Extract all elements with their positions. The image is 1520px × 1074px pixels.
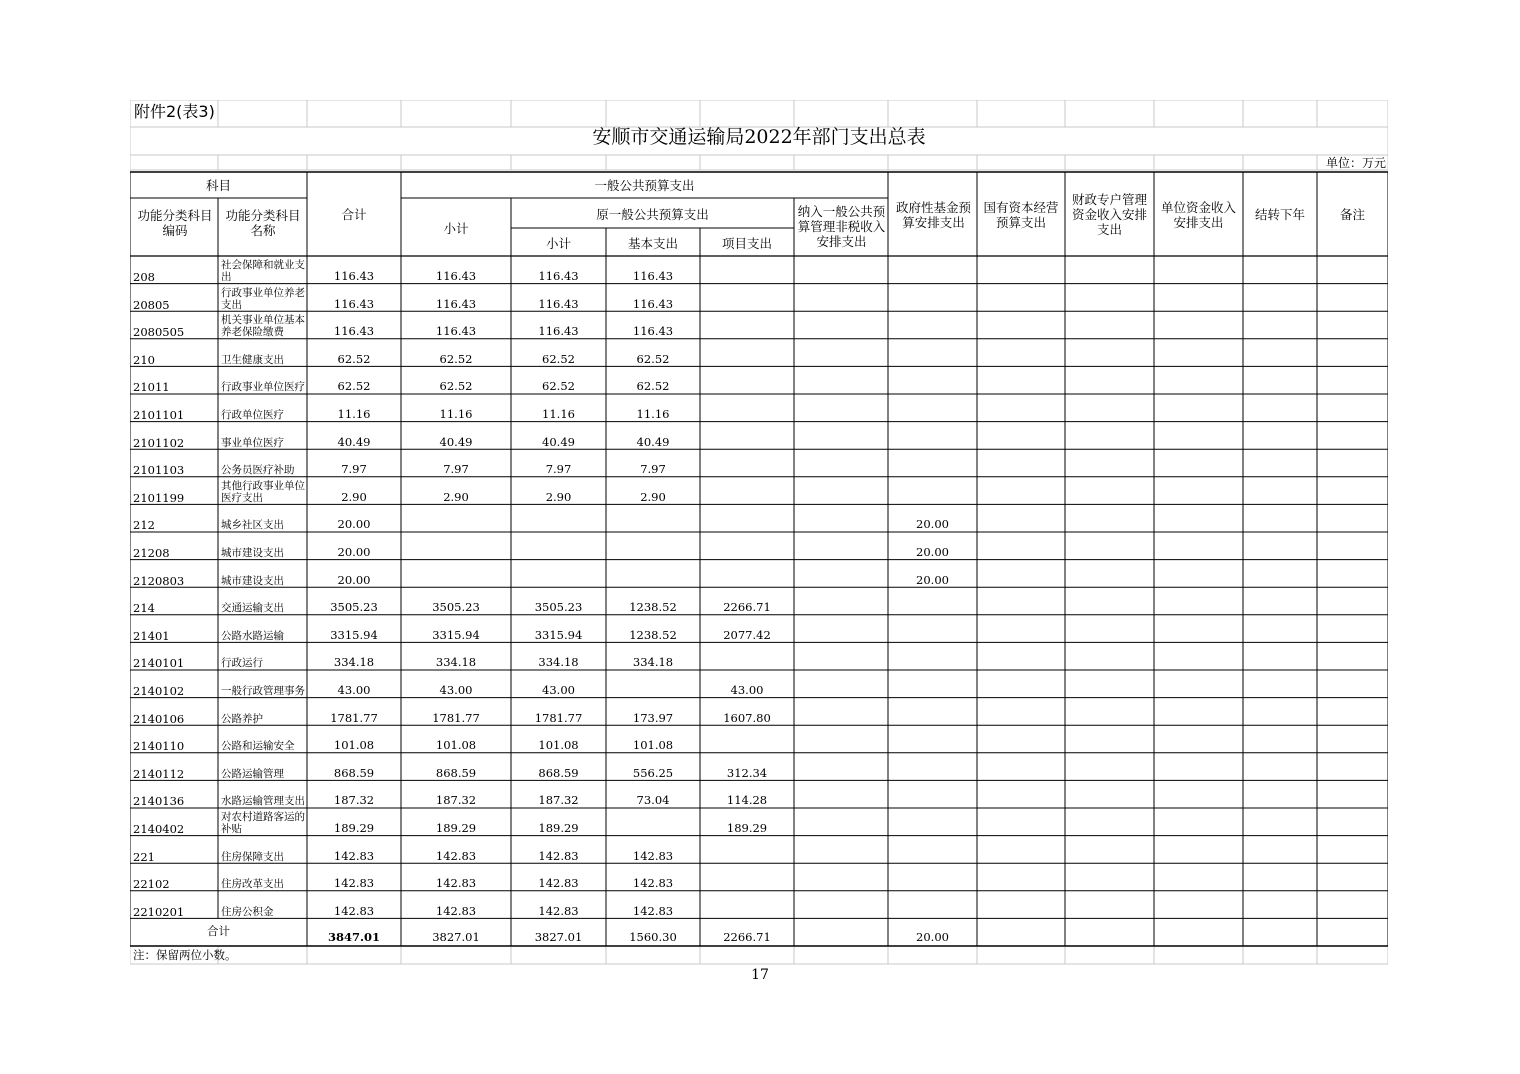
row-project: 114.28 bbox=[726, 793, 768, 808]
header-total: 合计 bbox=[341, 207, 367, 222]
row-total: 101.08 bbox=[333, 738, 375, 753]
row-gsub: 116.43 bbox=[435, 296, 477, 311]
row-osub: 7.97 bbox=[545, 462, 572, 477]
row-basic: 7.97 bbox=[640, 462, 666, 477]
row-name: 其他行政事业单位医疗支出 bbox=[221, 479, 305, 504]
row-total: 20.00 bbox=[337, 572, 371, 587]
row-basic: 142.83 bbox=[632, 903, 674, 918]
row-total: 62.52 bbox=[337, 379, 371, 394]
row-osub: 116.43 bbox=[538, 324, 579, 339]
header-code: 功能分类科目编码 bbox=[137, 208, 213, 238]
row-code: 2140402 bbox=[133, 822, 185, 836]
row-total: 142.83 bbox=[333, 848, 375, 863]
row-gsub: 187.32 bbox=[435, 793, 477, 808]
row-name: 卫生健康支出 bbox=[221, 353, 284, 366]
row-gsub: 7.97 bbox=[443, 462, 469, 477]
row-osub: 62.52 bbox=[542, 351, 575, 366]
header-name: 功能分类科目名称 bbox=[225, 208, 301, 238]
row-gsub: 142.83 bbox=[435, 903, 477, 918]
row-name: 行政单位医疗 bbox=[221, 409, 284, 421]
row-osub: 43.00 bbox=[542, 683, 575, 697]
row-code: 20805 bbox=[133, 297, 170, 312]
row-osub: 142.83 bbox=[538, 903, 579, 918]
row-project: 2077.42 bbox=[723, 627, 771, 642]
row-osub: 116.43 bbox=[538, 269, 579, 283]
row-name: 对农村道路客运的补贴 bbox=[221, 811, 305, 835]
row-project: 189.29 bbox=[726, 821, 768, 835]
row-name: 城市建设支出 bbox=[221, 547, 284, 559]
row-total: 20.00 bbox=[337, 545, 371, 559]
row-gsub: 116.43 bbox=[435, 324, 477, 339]
header-nontax: 纳入一般公共预算管理非税收入安排支出 bbox=[797, 204, 886, 249]
row-gov: 20.00 bbox=[916, 517, 949, 532]
row-osub: 101.08 bbox=[538, 738, 579, 753]
row-name: 行政事业单位医疗 bbox=[221, 381, 305, 394]
row-code: 21401 bbox=[133, 628, 170, 643]
row-total: 40.49 bbox=[337, 434, 371, 449]
row-total: 11.16 bbox=[337, 407, 371, 421]
header-orig-subtotal: 小计 bbox=[545, 236, 571, 251]
row-osub: 40.49 bbox=[542, 434, 575, 449]
row-gsub: 3315.94 bbox=[432, 627, 480, 642]
row-gsub: 62.52 bbox=[439, 351, 473, 366]
row-osub: 2.90 bbox=[545, 489, 572, 504]
row-gov: 20.00 bbox=[916, 545, 949, 559]
row-code: 2101101 bbox=[133, 408, 185, 422]
row-basic: 62.52 bbox=[636, 351, 670, 366]
row-basic: 116.43 bbox=[632, 296, 674, 311]
header-unit-income: 单位资金收入安排支出 bbox=[1160, 200, 1236, 230]
row-code: 2101102 bbox=[133, 435, 185, 450]
row-code: 210 bbox=[133, 352, 155, 367]
row-basic: 334.18 bbox=[632, 655, 674, 670]
row-osub: 62.52 bbox=[542, 379, 575, 394]
row-gsub: 116.43 bbox=[435, 269, 477, 283]
row-name: 城乡社区支出 bbox=[221, 519, 284, 532]
row-name: 公路运输管理 bbox=[221, 767, 284, 780]
row-osub: 334.18 bbox=[538, 655, 579, 670]
header-orig-general: 原一般公共预算支出 bbox=[596, 207, 709, 222]
row-gsub: 101.08 bbox=[435, 738, 477, 753]
row-code: 22102 bbox=[133, 877, 170, 892]
row-basic: 73.04 bbox=[636, 793, 670, 808]
row-basic: 40.49 bbox=[636, 434, 670, 449]
row-name: 行政事业单位养老支出 bbox=[221, 286, 305, 311]
header-state-capital: 国有资本经营预算支出 bbox=[983, 200, 1059, 230]
row-basic: 116.43 bbox=[632, 324, 674, 339]
row-basic: 2.90 bbox=[640, 489, 666, 504]
row-osub: 142.83 bbox=[538, 876, 579, 891]
row-name: 公务员医疗补助 bbox=[221, 464, 295, 477]
row-project: 312.34 bbox=[726, 765, 768, 780]
row-name: 一般行政管理事务 bbox=[221, 685, 305, 697]
page-title: 安顺市交通运输局2022年部门支出总表 bbox=[592, 126, 926, 148]
row-basic: 1238.52 bbox=[629, 627, 677, 642]
row-code: 2120803 bbox=[133, 573, 185, 588]
row-project: 1607.80 bbox=[723, 710, 771, 725]
attachment-caption: 附件2(表3) bbox=[134, 102, 215, 121]
row-total: 116.43 bbox=[333, 269, 375, 283]
row-code: 221 bbox=[133, 849, 155, 864]
row-name: 住房保障支出 bbox=[221, 850, 284, 863]
header-special-account: 财政专户管理资金收入安排支出 bbox=[1071, 192, 1147, 237]
row-code: 2101103 bbox=[133, 463, 185, 478]
row-code: 2140136 bbox=[133, 794, 185, 809]
row-gsub: 868.59 bbox=[435, 765, 477, 780]
row-total: 62.52 bbox=[337, 351, 371, 366]
row-name: 公路和运输安全 bbox=[221, 740, 295, 753]
row-gsub: 43.00 bbox=[439, 683, 473, 697]
row-code: 2140110 bbox=[133, 739, 185, 754]
row-total: 43.00 bbox=[337, 683, 371, 697]
row-code: 208 bbox=[133, 270, 155, 284]
row-gsub: 3505.23 bbox=[432, 600, 480, 615]
row-code: 212 bbox=[133, 518, 155, 533]
row-basic: 116.43 bbox=[632, 269, 674, 283]
total-row-orig-subtotal: 3827.01 bbox=[534, 930, 583, 944]
row-code: 2080505 bbox=[133, 325, 185, 340]
row-name: 公路养护 bbox=[221, 712, 263, 725]
row-osub: 868.59 bbox=[538, 765, 579, 780]
row-gsub: 334.18 bbox=[435, 655, 477, 670]
total-row-label: 合计 bbox=[207, 924, 230, 938]
row-total: 187.32 bbox=[333, 793, 375, 808]
row-total: 116.43 bbox=[333, 324, 375, 339]
row-total: 2.90 bbox=[341, 489, 367, 504]
row-gsub: 40.49 bbox=[439, 434, 473, 449]
footnote: 注：保留两位小数。 bbox=[133, 948, 237, 962]
row-osub: 189.29 bbox=[538, 821, 579, 835]
row-project: 2266.71 bbox=[723, 600, 771, 615]
row-total: 189.29 bbox=[333, 821, 375, 835]
total-row-gov-fund: 20.00 bbox=[916, 930, 949, 944]
row-total: 20.00 bbox=[337, 517, 371, 532]
row-osub: 3315.94 bbox=[534, 627, 583, 642]
row-basic: 11.16 bbox=[636, 407, 670, 421]
header-project: 项目支出 bbox=[721, 236, 772, 251]
row-total: 3315.94 bbox=[330, 627, 378, 642]
row-name: 行政运行 bbox=[221, 657, 263, 670]
row-basic: 142.83 bbox=[632, 848, 674, 863]
total-row-project: 2266.71 bbox=[723, 930, 771, 944]
row-total: 7.97 bbox=[341, 462, 367, 477]
row-total: 142.83 bbox=[333, 903, 375, 918]
row-osub: 187.32 bbox=[538, 793, 579, 808]
row-gsub: 62.52 bbox=[439, 379, 473, 394]
row-code: 2140106 bbox=[133, 711, 185, 726]
row-name: 机关事业单位基本养老保险缴费 bbox=[221, 314, 305, 339]
unit-label: 单位：万元 bbox=[1325, 156, 1386, 170]
page-number: 17 bbox=[751, 967, 769, 983]
row-gsub: 189.29 bbox=[435, 821, 477, 835]
row-total: 1781.77 bbox=[330, 710, 378, 725]
row-code: 21208 bbox=[133, 546, 170, 560]
row-name: 住房改革支出 bbox=[221, 878, 284, 891]
row-name: 社会保障和就业支出 bbox=[221, 259, 305, 283]
row-code: 2101199 bbox=[133, 490, 185, 505]
row-osub: 116.43 bbox=[538, 296, 579, 311]
header-remark: 备注 bbox=[1339, 207, 1365, 222]
row-project: 43.00 bbox=[730, 683, 764, 697]
total-row-general-subtotal: 3827.01 bbox=[432, 930, 480, 944]
row-basic: 556.25 bbox=[632, 765, 674, 780]
row-gsub: 142.83 bbox=[435, 848, 477, 863]
row-code: 21011 bbox=[133, 380, 170, 395]
header-general: 一般公共预算支出 bbox=[594, 178, 695, 193]
row-code: 2140101 bbox=[133, 656, 185, 671]
row-code: 2210201 bbox=[133, 904, 185, 919]
row-gsub: 2.90 bbox=[443, 489, 469, 504]
row-name: 住房公积金 bbox=[221, 905, 274, 918]
row-basic: 173.97 bbox=[632, 710, 674, 725]
header-kemu: 科目 bbox=[205, 178, 231, 193]
row-total: 116.43 bbox=[333, 296, 375, 311]
row-gsub: 11.16 bbox=[439, 407, 473, 421]
row-osub: 11.16 bbox=[542, 407, 575, 421]
header-carryover: 结转下年 bbox=[1254, 207, 1305, 222]
row-osub: 3505.23 bbox=[534, 600, 583, 615]
row-name: 城市建设支出 bbox=[221, 574, 284, 587]
row-total: 334.18 bbox=[333, 655, 375, 670]
row-code: 214 bbox=[133, 601, 155, 616]
row-name: 公路水路运输 bbox=[221, 629, 284, 642]
row-total: 142.83 bbox=[333, 876, 375, 891]
row-total: 3505.23 bbox=[330, 600, 378, 615]
row-gov: 20.00 bbox=[916, 572, 949, 587]
row-basic: 142.83 bbox=[632, 876, 674, 891]
total-row-total: 3847.01 bbox=[327, 930, 380, 944]
row-gsub: 1781.77 bbox=[432, 710, 480, 725]
header-gov-fund: 政府性基金预算安排支出 bbox=[895, 200, 971, 230]
row-basic: 1238.52 bbox=[629, 600, 677, 615]
row-name: 交通运输支出 bbox=[221, 602, 284, 615]
row-name: 水路运输管理支出 bbox=[221, 795, 305, 808]
row-osub: 1781.77 bbox=[534, 710, 583, 725]
row-code: 2140102 bbox=[133, 684, 185, 698]
row-basic: 62.52 bbox=[636, 379, 670, 394]
row-osub: 142.83 bbox=[538, 848, 579, 863]
row-basic: 101.08 bbox=[632, 738, 674, 753]
header-general-subtotal: 小计 bbox=[443, 221, 469, 236]
header-basic: 基本支出 bbox=[627, 236, 678, 251]
total-row-basic: 1560.30 bbox=[629, 930, 677, 944]
row-gsub: 142.83 bbox=[435, 876, 477, 891]
row-name: 事业单位医疗 bbox=[221, 436, 284, 449]
row-code: 2140112 bbox=[133, 766, 185, 781]
row-total: 868.59 bbox=[333, 765, 375, 780]
